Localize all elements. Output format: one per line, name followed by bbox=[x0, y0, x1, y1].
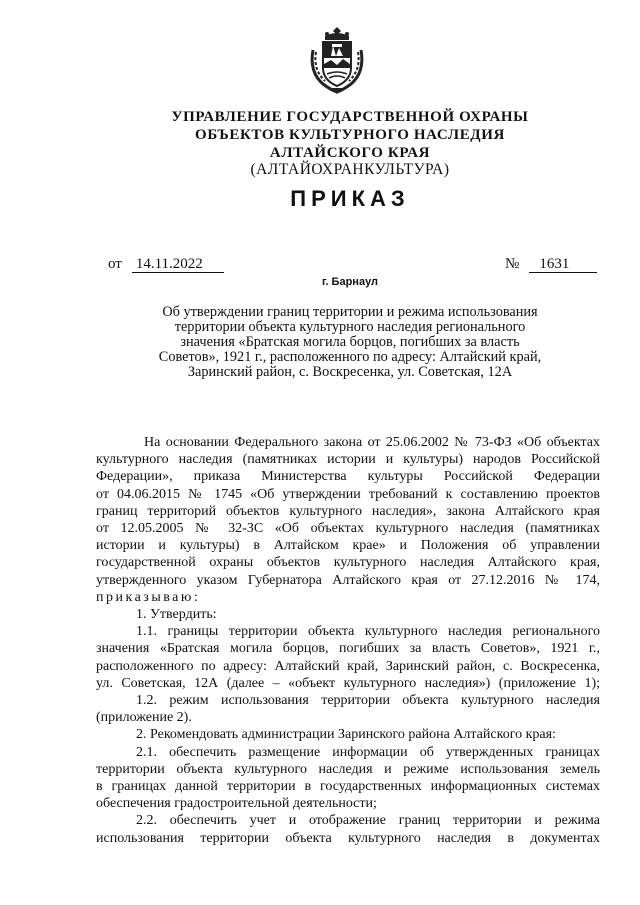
body-line: значения «Братская могила борцов, погибших за власть Советов», 1921 г., bbox=[96, 641, 600, 657]
clause-1-2: 1.2. режим использования территории объекта культурного наследия bbox=[136, 693, 600, 709]
subject-line: Об утверждении границ территории и режима использования bbox=[162, 304, 538, 320]
body-line: (приложение 2). bbox=[96, 710, 192, 726]
order-subject bbox=[140, 305, 560, 380]
order-body bbox=[96, 434, 600, 847]
body-line: от 12.05.2005 № 32-ЗС «Об объектах культурного наследия (памятниках bbox=[96, 521, 600, 537]
body-line: ул. Советская, 12А (далее – «объект культурного наследия») (приложение 1); bbox=[96, 675, 600, 691]
clause-2: 2. Рекомендовать администрации Заринского района Алтайского края: bbox=[136, 727, 556, 743]
body-line: расположенного по адресу: Алтайский край, Заринский район, с. Воскресенка, bbox=[96, 658, 600, 674]
body-line: истории и культуры) в Алтайском крае» и Положения об управлении bbox=[96, 538, 600, 554]
date-value: 14.11.2022 bbox=[132, 256, 224, 273]
city-label: г. Барнаул bbox=[321, 276, 379, 288]
document-type-title: ПРИКАЗ bbox=[290, 186, 410, 211]
body-line: обеспечения градостроительной деятельности; bbox=[96, 796, 377, 812]
body-line: в границах данной территории в государственных информационных системах bbox=[96, 779, 600, 795]
date-prefix: от bbox=[108, 256, 122, 272]
clause-2-1: 2.1. обеспечить размещение информации об утвержденных границах bbox=[136, 744, 600, 760]
body-line: границ территорий объектов культурного наследия», закона Алтайского края bbox=[96, 503, 600, 519]
order-number bbox=[505, 256, 597, 273]
body-line: территории объекта культурного наследия и режиме использования земель bbox=[96, 761, 600, 777]
body-line: культурного наследия (памятниках истории и культуры) народов Российской bbox=[96, 452, 600, 468]
body-line: На основании Федерального закона от 25.06.2002 № 73-ФЗ «Об объектах bbox=[144, 435, 600, 450]
body-line: использования территории объекта культурного наследия в документах bbox=[96, 830, 600, 846]
org-name-line-1: УПРАВЛЕНИЕ ГОСУДАРСТВЕННОЙ ОХРАНЫ bbox=[171, 109, 529, 125]
number-prefix: № bbox=[505, 256, 520, 272]
body-line: утвержденного указом Губернатора Алтайского края от 27.12.2016 № 174, bbox=[96, 572, 600, 588]
coat-of-arms-icon bbox=[305, 24, 369, 96]
clause-1: 1. Утвердить: bbox=[136, 607, 217, 623]
body-line-order-word: приказываю: bbox=[96, 589, 201, 605]
org-name-line-3: АЛТАЙСКОГО КРАЯ bbox=[269, 145, 431, 161]
subject-line: Заринский район, с. Воскресенка, ул. Советская, 12А bbox=[187, 364, 513, 380]
org-name-line-2: ОБЪЕКТОВ КУЛЬТУРНОГО НАСЛЕДИЯ bbox=[195, 127, 505, 143]
clause-2-2: 2.2. обеспечить учет и отображение границ территории и режима bbox=[136, 813, 600, 829]
clause-1-1: 1.1. границы территории объекта культурного наследия регионального bbox=[136, 624, 600, 640]
body-line: Федерации», приказа Министерства культуры Российской Федерации bbox=[96, 469, 600, 485]
number-value: 1631 bbox=[529, 256, 597, 273]
body-line: государственной охраны объектов культурного наследия Алтайского края, bbox=[96, 555, 600, 571]
subject-line: Советов», 1921 г., расположенного по адресу: Алтайский край, bbox=[158, 349, 542, 365]
order-date bbox=[108, 256, 224, 273]
subject-line: значения «Братская могила борцов, погибших за власть bbox=[180, 334, 520, 350]
org-short-name: (АЛТАЙОХРАНКУЛЬТУРА) bbox=[250, 161, 450, 178]
subject-line: территории объекта культурного наследия регионального bbox=[174, 319, 526, 335]
body-line: от 04.06.2015 № 1745 «Об утверждении требований к составлению проектов bbox=[96, 486, 600, 502]
